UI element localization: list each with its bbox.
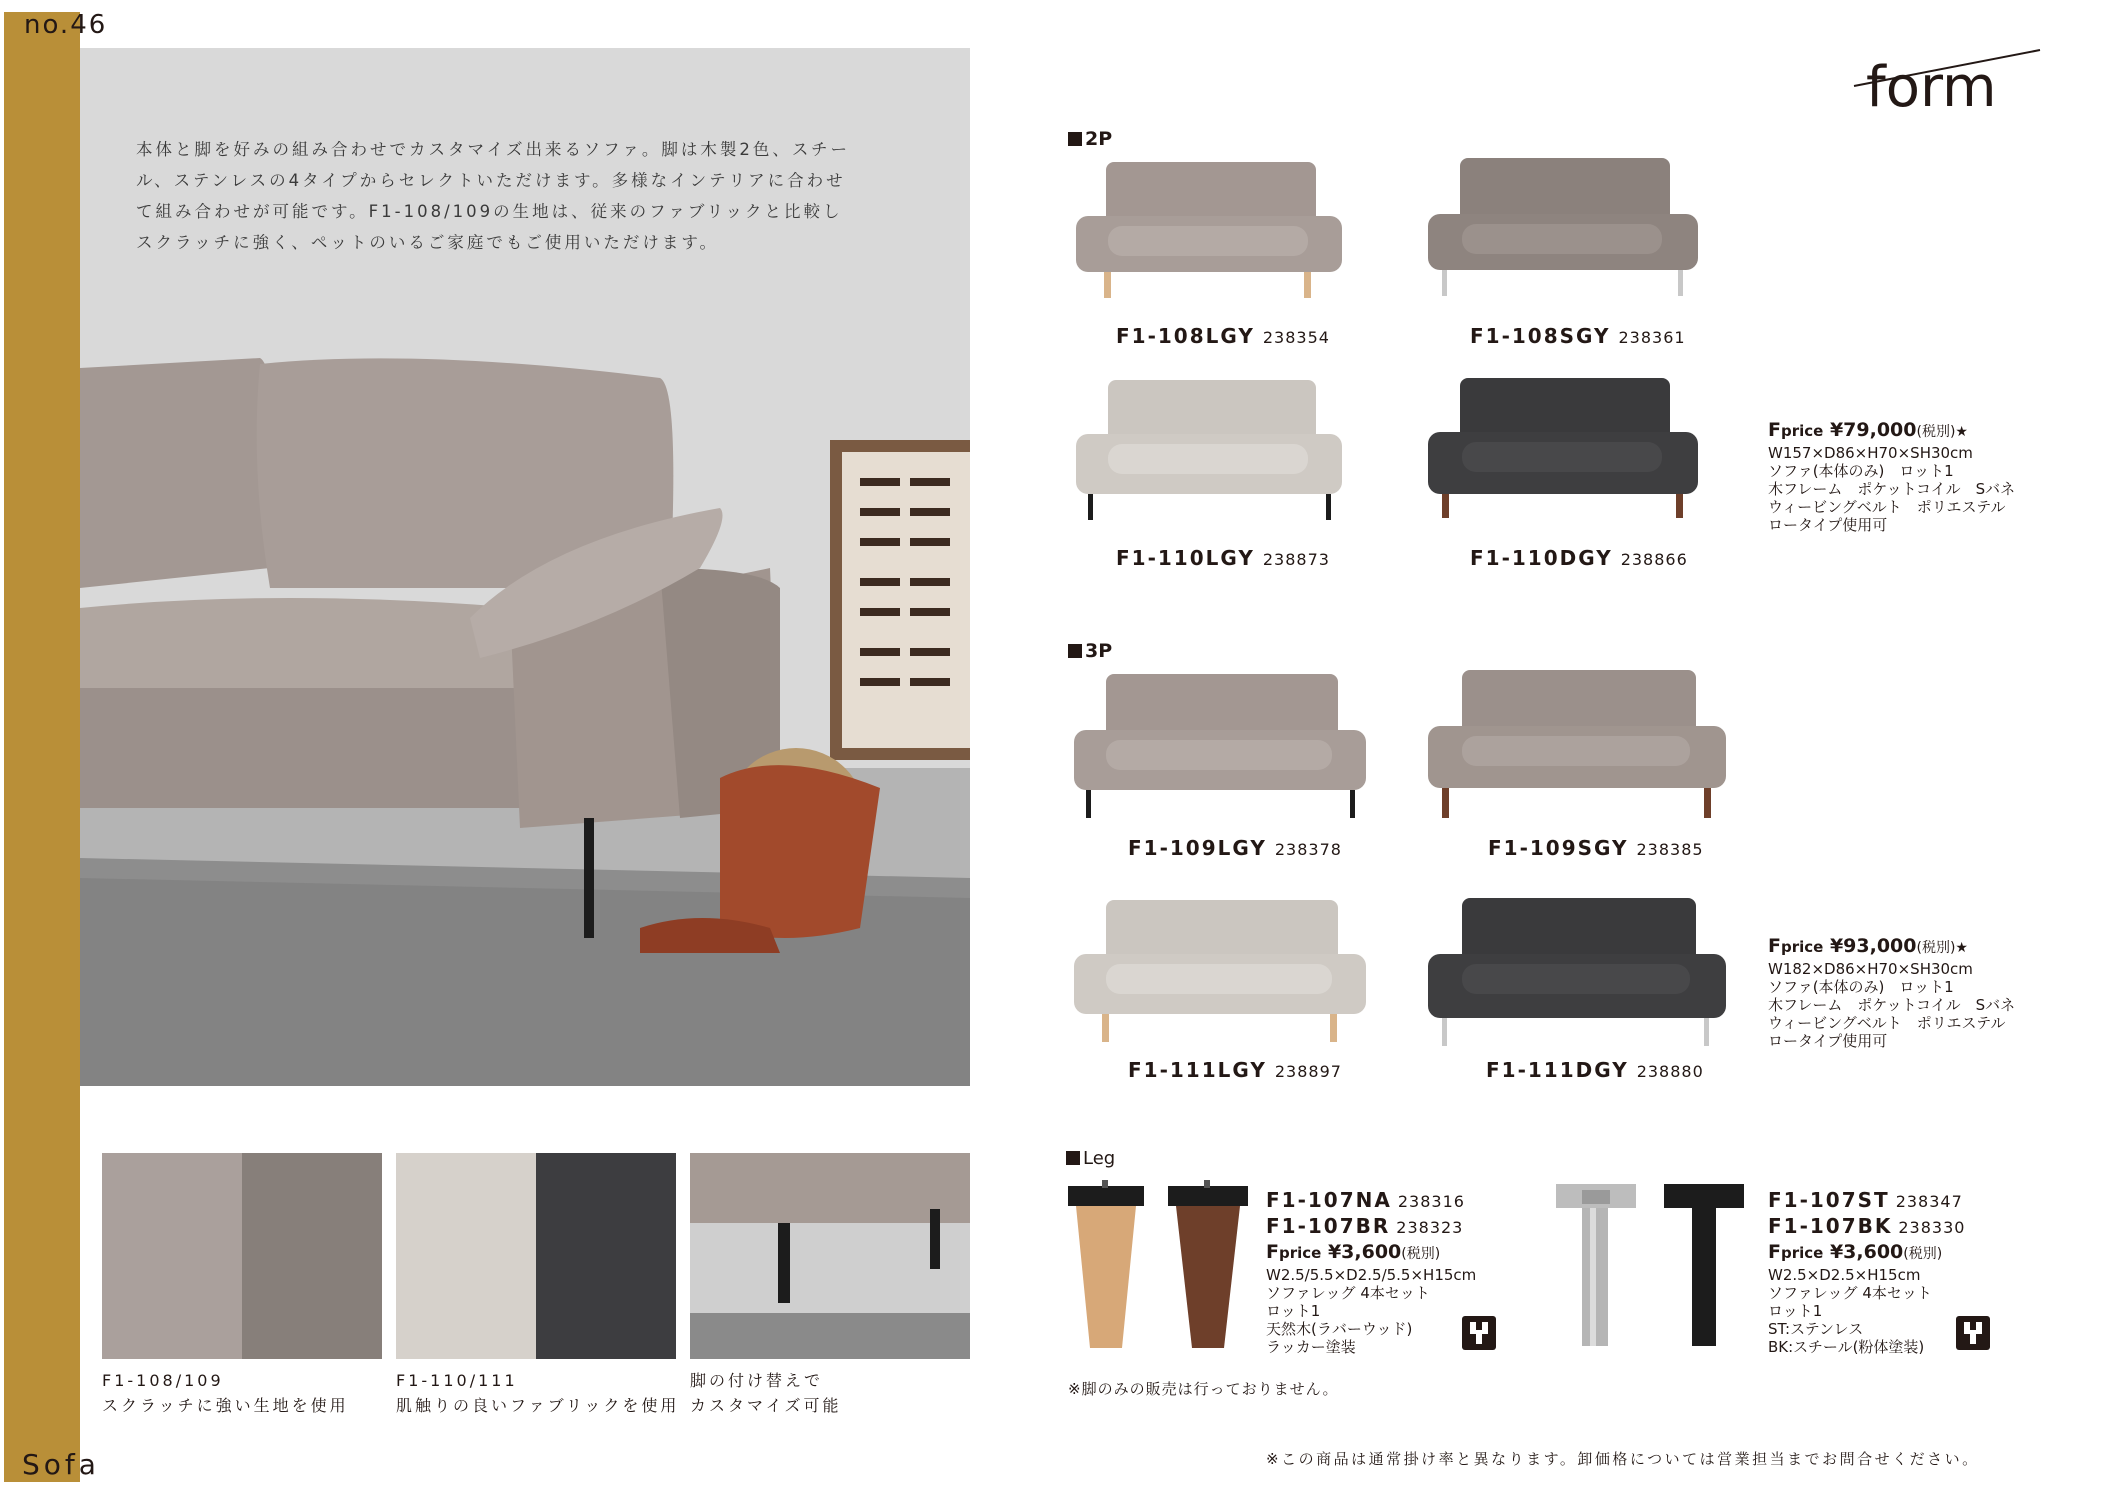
leg-code-f1-107na: F1-107NA 238316 <box>1266 1188 1465 1212</box>
spec-3p: Fprice ¥93,000(税別)★ W182×D86×H70×SH30cm ソファ(本体のみ) ロット1 木フレーム ポケットコイル Sバネ ウィービングベルト ポリエステル ロータイプ使用可 <box>1768 935 2016 1050</box>
hero-description: 本体と脚を好みの組み合わせでカスタマイズ出来るソファ。脚は木製2色、スチール、ステンレスの4タイプからセレクトいただけます。多様なインテリアに合わせて組み合わせが可能です。F1-108/109の生地は、従来のファブリックと比較しスクラッチに強く、ペットのいるご家庭でもご使用いただけます。 <box>136 140 851 252</box>
product-code-f1-108sgy: F1-108SGY 238361 <box>1470 324 1686 348</box>
spec-2p: Fprice ¥79,000(税別)★ W157×D86×H70×SH30cm ソファ(本体のみ) ロット1 木フレーム ポケットコイル Sバネ ウィービングベルト ポリエステル ロータイプ使用可 <box>1768 419 2016 534</box>
price-leg-metal: Fprice ¥3,600(税別) <box>1768 1241 1943 1263</box>
product-code-f1-111dgy: F1-111DGY 238880 <box>1486 1058 1704 1082</box>
wrench-icon-2 <box>1956 1316 1990 1350</box>
sofa-f1-110lgy <box>1068 374 1350 520</box>
leg-note: ※脚のみの販売は行っておりません。 <box>1068 1380 1339 1398</box>
product-code-f1-110lgy: F1-110LGY 238873 <box>1116 546 1330 570</box>
product-code-f1-109lgy: F1-109LGY 238378 <box>1128 836 1342 860</box>
product-code-f1-111lgy: F1-111LGY 238897 <box>1128 1058 1342 1082</box>
sofa-f1-110dgy <box>1420 374 1706 520</box>
leg-metal-illustration <box>1552 1180 1748 1356</box>
sofa-f1-108sgy <box>1420 152 1706 300</box>
swatch-caption-2: F1-110/111 肌触りの良いファブリックを使用 <box>396 1371 680 1415</box>
price-leg-wood: Fprice ¥3,600(税別) <box>1266 1241 1441 1263</box>
product-code-f1-109sgy: F1-109SGY 238385 <box>1488 836 1704 860</box>
brand-logo-text: form <box>1866 55 1997 118</box>
product-code-f1-108lgy: F1-108LGY 238354 <box>1116 324 1330 348</box>
sofa-f1-109sgy <box>1420 664 1734 824</box>
price-3p: Fprice ¥93,000(税別)★ <box>1768 935 1968 957</box>
leg-code-f1-107bk: F1-107BK 238330 <box>1768 1214 1966 1238</box>
gold-side-bar <box>4 12 80 1482</box>
footer-note: ※この商品は通常掛け率と異なります。卸価格については営業担当までお問合せください。 <box>1266 1450 1980 1468</box>
brand-logo <box>1852 44 2042 118</box>
leg-code-f1-107st: F1-107ST 238347 <box>1768 1188 1963 1212</box>
leg-wood-illustration <box>1064 1180 1254 1356</box>
hero-photo <box>80 48 970 1086</box>
spec-leg-metal: F1-107ST 238347 F1-107BK 238330 Fprice ¥3,600(税別) W2.5×D2.5×H15cm ソファレッグ 4本セット ロット1 ST:ステンレス BK:スチール(粉体塗装) <box>1768 1188 1966 1356</box>
swatch-f1-110-111 <box>396 1153 676 1359</box>
sofa-f1-111dgy <box>1420 894 1734 1050</box>
section-leg-label: Leg <box>1066 1148 1115 1169</box>
sofa-f1-111lgy <box>1066 894 1374 1046</box>
swatch-caption-3: 脚の付け替えで カスタマイズ可能 <box>690 1371 842 1415</box>
sofa-f1-108lgy <box>1068 156 1350 300</box>
product-code-f1-110dgy: F1-110DGY 238866 <box>1470 546 1688 570</box>
swatch-caption-1: F1-108/109 スクラッチに強い生地を使用 <box>102 1371 349 1415</box>
swatch-leg-detail <box>690 1153 970 1359</box>
category-label: Sofa <box>22 1448 100 1481</box>
leg-code-f1-107br: F1-107BR 238323 <box>1266 1214 1464 1238</box>
price-2p: Fprice ¥79,000(税別)★ <box>1768 419 1968 441</box>
swatch-f1-108-109 <box>102 1153 382 1359</box>
page-number: no.46 <box>24 10 108 40</box>
section-2p-label: 2P <box>1068 128 1112 150</box>
spec-leg-wood: F1-107NA 238316 F1-107BR 238323 Fprice ¥3,600(税別) W2.5/5.5×D2.5/5.5×H15cm ソファレッグ 4本セット ロット1 天然木(ラバーウッド) ラッカー塗装 <box>1266 1188 1477 1356</box>
sofa-f1-109lgy <box>1066 668 1374 824</box>
wrench-icon <box>1462 1316 1496 1350</box>
section-3p-label: 3P <box>1068 640 1112 662</box>
